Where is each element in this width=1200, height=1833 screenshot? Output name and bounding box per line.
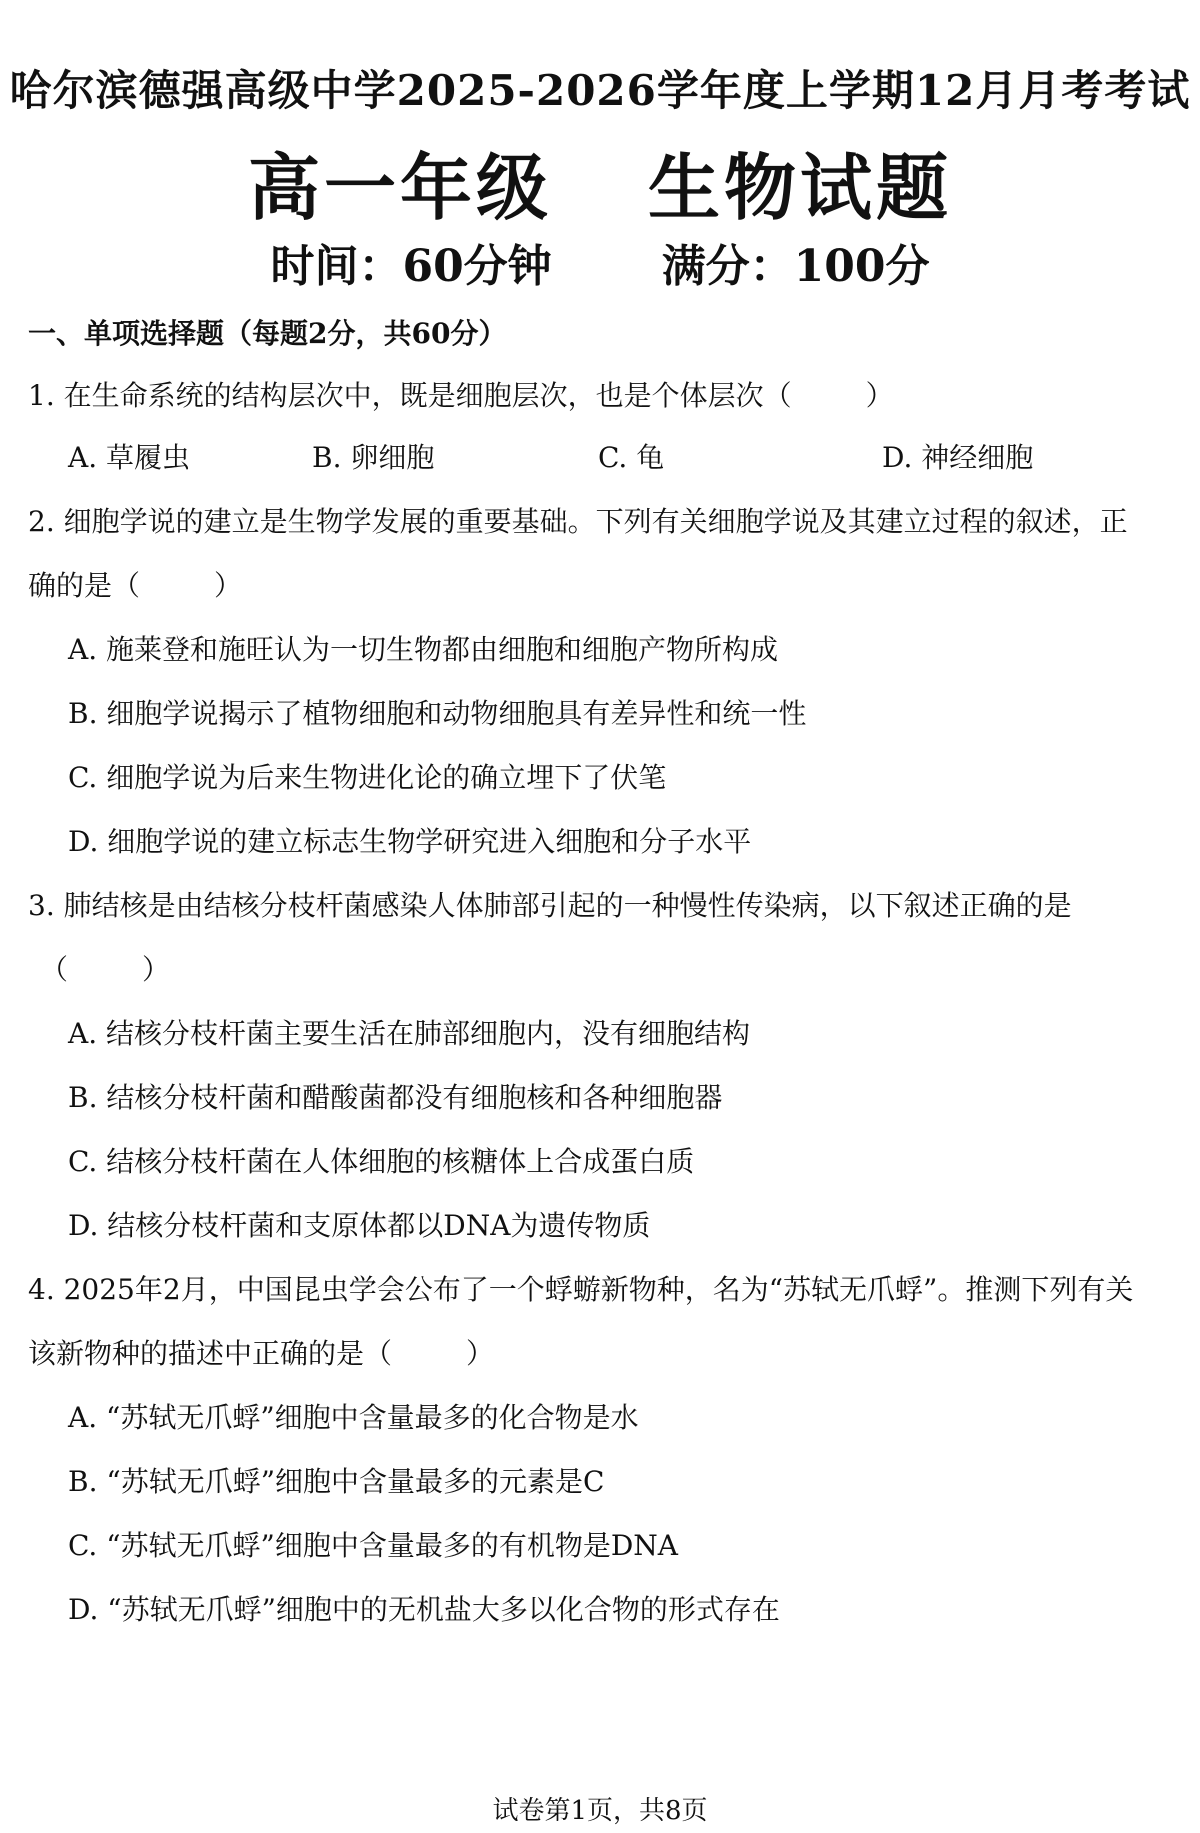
question-1-close: ） <box>865 379 894 412</box>
question-2-option-b: B. 细胞学说揭示了植物细胞和动物细胞具有差异性和统一性 <box>68 697 807 730</box>
question-4-option-c: C. “苏轼无爪蜉”细胞中含量最多的有机物是DNA <box>68 1529 679 1562</box>
question-3-option-c: C. 结核分枝杆菌在人体细胞的核糖体上合成蛋白质 <box>68 1145 695 1178</box>
exam-meta <box>0 230 1200 294</box>
question-3-close: ） <box>142 953 171 986</box>
question-1-option-a: A. 草履虫 <box>68 441 191 474</box>
page-footer: 试卷第1页，共8页 <box>492 1796 708 1826</box>
question-2-stem-line-2 <box>28 568 242 604</box>
score-label: 满分：100分 <box>661 241 930 292</box>
exam-title <box>0 130 1200 234</box>
question-1-stem <box>28 378 894 414</box>
school-header: 哈尔滨德强高级中学2025-2026学年度上学期12月月考考试 <box>9 66 1191 115</box>
question-3-open: （ <box>40 953 69 986</box>
question-3-option-d: D. 结核分枝杆菌和支原体都以DNA为遗传物质 <box>68 1209 651 1242</box>
question-2-option-d: D. 细胞学说的建立标志生物学研究进入细胞和分子水平 <box>68 825 752 858</box>
question-1-option-d: D. 神经细胞 <box>882 441 1034 474</box>
question-1-option-c: C. 龟 <box>598 441 665 474</box>
section-heading: 一、单项选择题（每题2分，共60分） <box>28 317 507 350</box>
grade-label: 高一年级 <box>247 145 552 230</box>
question-3-stem-line-2 <box>40 952 170 988</box>
question-4-stem-line-2 <box>28 1336 494 1372</box>
question-2-close: ） <box>214 569 243 602</box>
question-3-stem-line-1: 3. 肺结核是由结核分枝杆菌感染人体肺部引起的一种慢性传染病，以下叙述正确的是 <box>28 889 1072 922</box>
question-1-text: 1. 在生命系统的结构层次中，既是细胞层次，也是个体层次（ <box>28 379 792 412</box>
question-3-option-a: A. 结核分枝杆菌主要生活在肺部细胞内，没有细胞结构 <box>68 1017 751 1050</box>
question-1-option-b: B. 卵细胞 <box>312 441 435 474</box>
question-3-option-b: B. 结核分枝杆菌和醋酸菌都没有细胞核和各种细胞器 <box>68 1081 723 1114</box>
subject-label: 生物试题 <box>648 145 953 230</box>
question-4-option-a: A. “苏轼无爪蜉”细胞中含量最多的化合物是水 <box>68 1401 639 1434</box>
question-2-stem-line-1: 2. 细胞学说的建立是生物学发展的重要基础。下列有关细胞学说及其建立过程的叙述，正 <box>28 505 1128 538</box>
question-2-option-c: C. 细胞学说为后来生物进化论的确立埋下了伏笔 <box>68 761 667 794</box>
time-label: 时间：60分钟 <box>270 241 552 292</box>
question-4-stem-line-1: 4. 2025年2月，中国昆虫学会公布了一个蜉蝣新物种，名为“苏轼无爪蜉”。推测下列有关 <box>28 1273 1134 1306</box>
question-4-option-b: B. “苏轼无爪蜉”细胞中含量最多的元素是C <box>68 1465 605 1498</box>
question-4-text: 该新物种的描述中正确的是（ <box>28 1337 393 1370</box>
question-2-option-a: A. 施莱登和施旺认为一切生物都由细胞和细胞产物所构成 <box>68 633 779 666</box>
question-2-text: 确的是（ <box>28 569 141 602</box>
question-4-close: ） <box>466 1337 495 1370</box>
question-4-option-d: D. “苏轼无爪蜉”细胞中的无机盐大多以化合物的形式存在 <box>68 1593 780 1626</box>
